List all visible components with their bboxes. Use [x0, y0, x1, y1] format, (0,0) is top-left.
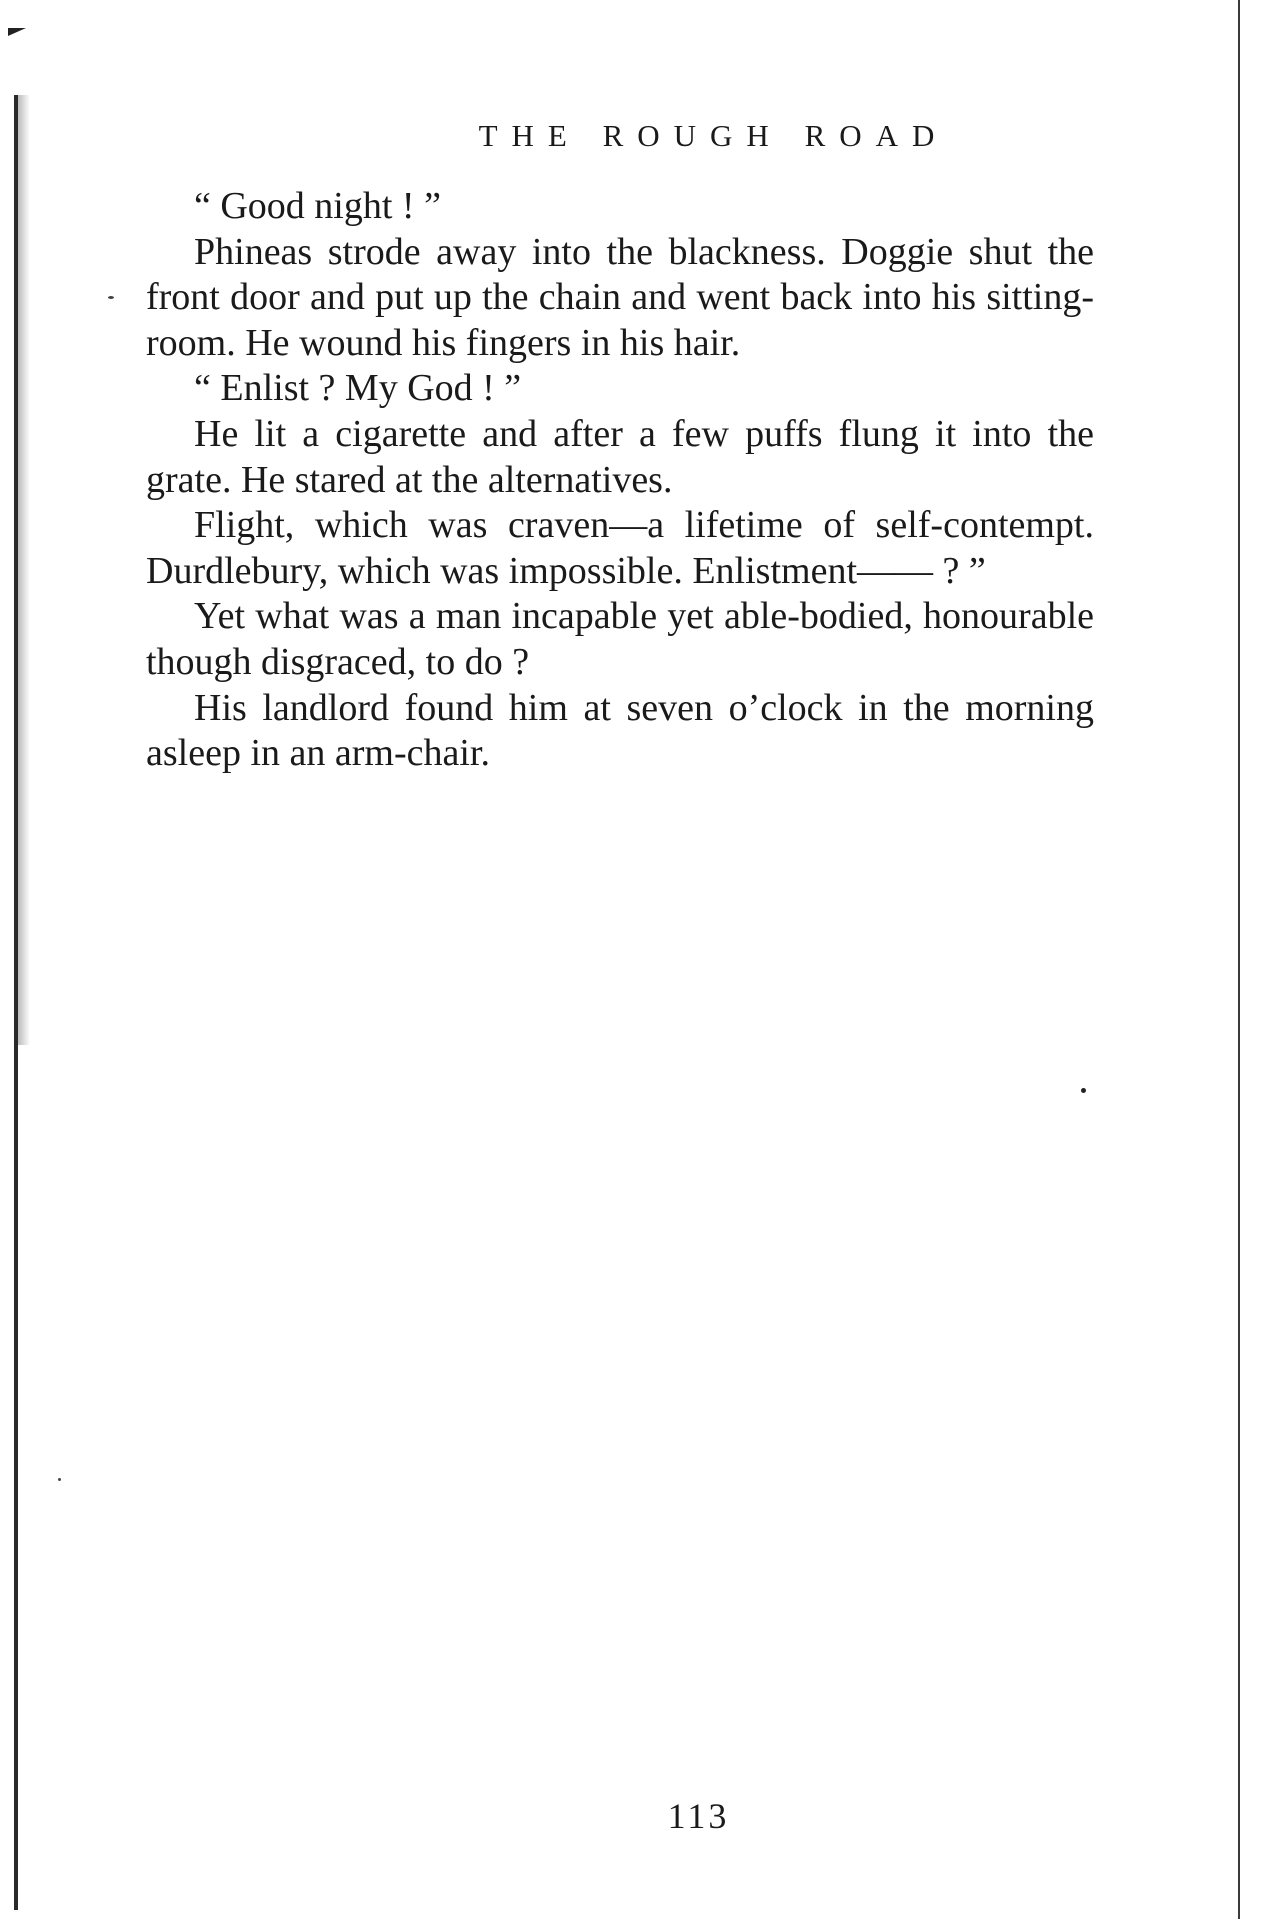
- paragraph: Flight, which was craven—a lifetime of self-contempt. Durdlebury, which was impossible. Enlistment—— ? ”: [146, 504, 1094, 592]
- scan-speck: [108, 296, 114, 299]
- paragraph: Yet what was a man incapable yet able-bodied, honourable though disgraced, to do ?: [146, 595, 1094, 683]
- paragraph: He lit a cigarette and after a few puffs flung it into the grate. He stared at the alternatives.: [146, 412, 1094, 501]
- page-right-edge: [1238, 0, 1240, 1919]
- paragraph: “ Enlist ? My God ! ”: [194, 367, 522, 410]
- body-text: [146, 184, 1094, 777]
- scan-speck: [58, 1478, 61, 1481]
- paragraph: “ Good night ! ”: [194, 185, 441, 227]
- spine-shadow: [18, 95, 30, 1045]
- scan-speck: [1081, 1088, 1086, 1093]
- scan-corner-mark: [8, 28, 26, 36]
- paragraph: His landlord found him at seven o’clock in the morning asleep in an arm-chair.: [146, 686, 1094, 775]
- page-number: 113: [667, 1796, 730, 1836]
- paragraph: Phineas strode away into the blackness. Doggie shut the front door and put up the chain and went back into his sitting-room. He wound his fingers in his hair.: [146, 230, 1094, 364]
- running-head: THE ROUGH ROAD: [478, 118, 949, 153]
